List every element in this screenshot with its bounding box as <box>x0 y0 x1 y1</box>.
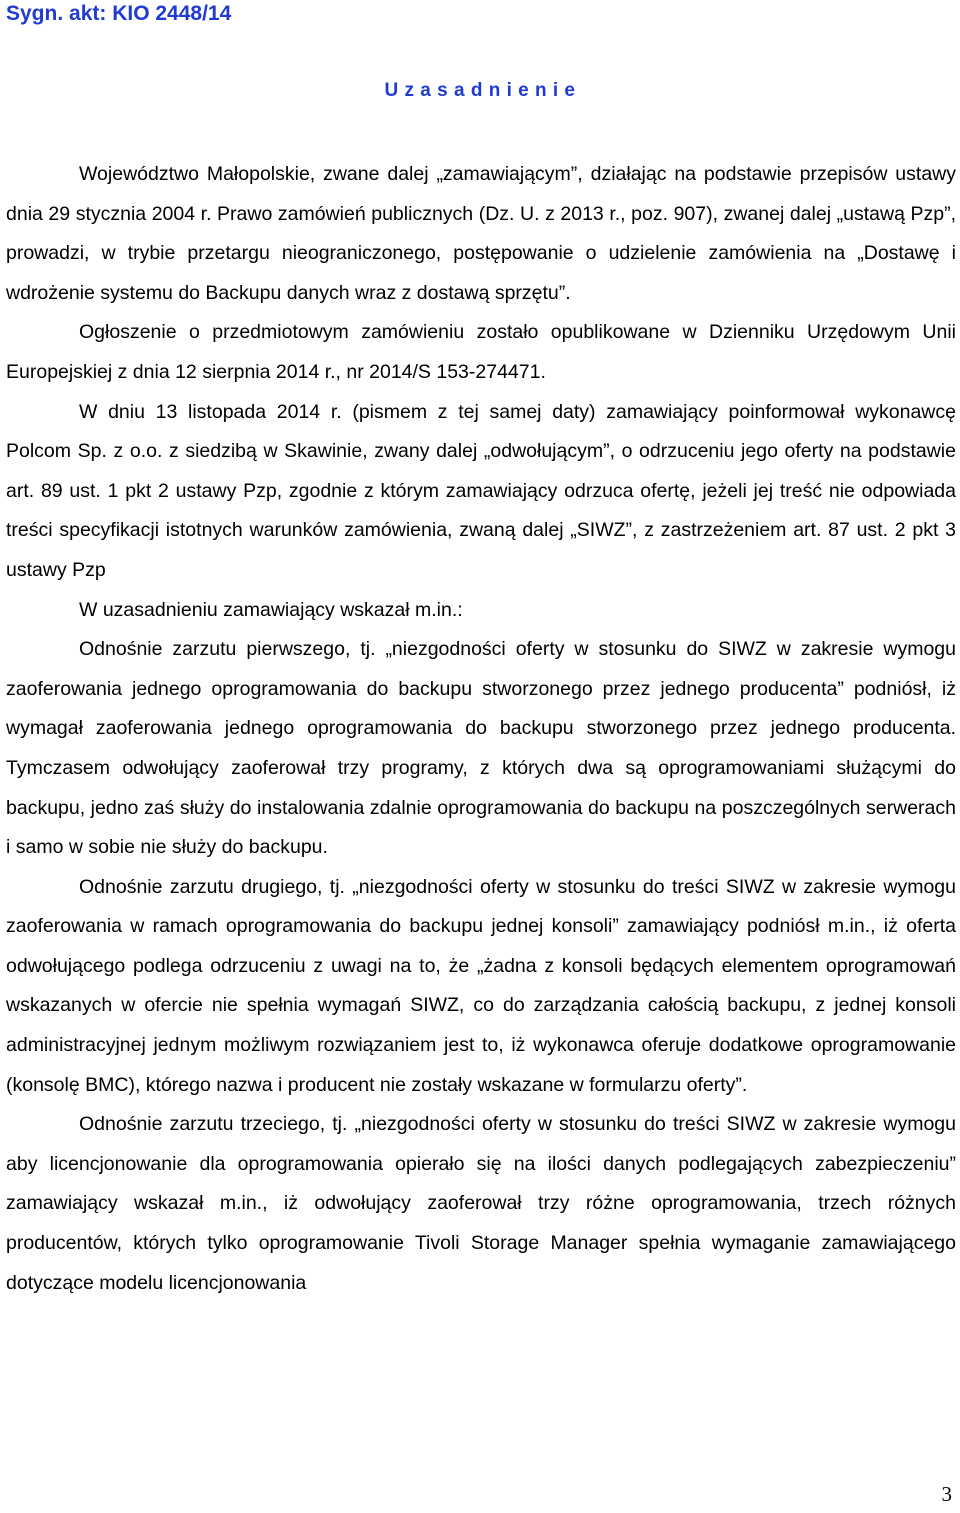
paragraph-third-charge: Odnośnie zarzutu trzeciego, tj. „niezgodności oferty w stosunku do treści SIWZ w zakresie wymogu aby licencjonowanie dla oprogramowania opierało się na ilości danych podlegających zabezpieczeniu” zamawiający wskazał m.in., iż odwołujący zaoferował trzy różne oprogramowania, trzech różnych producentów, których tylko oprogramowanie Tivoli Storage Manager spełnia wymaganie zamawiającego dotyczące modelu licencjonowania <box>6 1113 956 1294</box>
paragraph-justification-intro: W uzasadnieniu zamawiający wskazał m.in.: <box>79 598 463 621</box>
document-heading: U z a s a d n i e n i e <box>384 80 576 101</box>
paragraph-first-charge: Odnośnie zarzutu pierwszego, tj. „niezgodności oferty w stosunku do SIWZ w zakresie wymogu zaoferowania jednego oprogramowania do backupu stworzonego przez jednego producenta” podniósł, iż wymagał zaoferowania jednego oprogramowania do backupu stworzonego przez jednego producenta. Tymczasem odwołujący zaoferował trzy programy, z których dwa są oprogramowaniami służącymi do backupu, jedno zaś służy do instalowania zdalnie oprogramowania do backupu na poszczególnych serwerach i samo w sobie nie służy do backupu. <box>6 638 956 859</box>
paragraph-announcement: Ogłoszenie o przedmiotowym zamówieniu zostało opublikowane w Dzienniku Urzędowym Unii Europejskiej z dnia 12 sierpnia 2014 r., nr 2014/S 153-274471. <box>6 321 956 383</box>
case-signature: Sygn. akt: KIO 2448/14 <box>6 2 232 25</box>
paragraph-second-charge: Odnośnie zarzutu drugiego, tj. „niezgodności oferty w stosunku do treści SIWZ w zakresie wymogu zaoferowania w ramach oprogramowania do backupu jednej konsoli” zamawiający podniósł m.in., iż oferta odwołującego podlega odrzuceniu z uwagi na to, że „żadna z konsoli będących elementem oprogramowań wskazanych w ofercie nie spełnia wymagań SIWZ, co do zarządzania całością backupu, z jednej konsoli administracyjnej jednym możliwym rozwiązaniem jest to, iż wykonawca oferuje dodatkowe oprogramowanie (konsolę BMC), którego nazwa i producent nie zostały wskazane w formularzu oferty”. <box>6 875 956 1096</box>
page-number: 3 <box>941 1482 952 1506</box>
paragraph-introduction: Województwo Małopolskie, zwane dalej „zamawiającym”, działając na podstawie przepisów ustawy dnia 29 stycznia 2004 r. Prawo zamówień publicznych (Dz. U. z 2013 r., poz. 907), zwanej dalej „ustawą Pzp”, prowadzi, w trybie przetargu nieograniczonego, postępowanie o udzielenie zamówienia na „Dostawę i wdrożenie systemu do Backupu danych wraz z dostawą sprzętu”. <box>6 163 956 304</box>
document-body <box>6 155 956 1303</box>
paragraph-rejection-notice: W dniu 13 listopada 2014 r. (pismem z tej samej daty) zamawiający poinformował wykonawcę Polcom Sp. z o.o. z siedzibą w Skawinie, zwany dalej „odwołującym”, o odrzuceniu jego oferty na podstawie art. 89 ust. 1 pkt 2 ustawy Pzp, zgodnie z którym zamawiający odrzuca ofertę, jeżeli jej treść nie odpowiada treści specyfikacji istotnych warunków zamówienia, zwaną dalej „SIWZ”, z zastrzeżeniem art. 87 ust. 2 pkt 3 ustawy Pzp <box>6 400 956 581</box>
